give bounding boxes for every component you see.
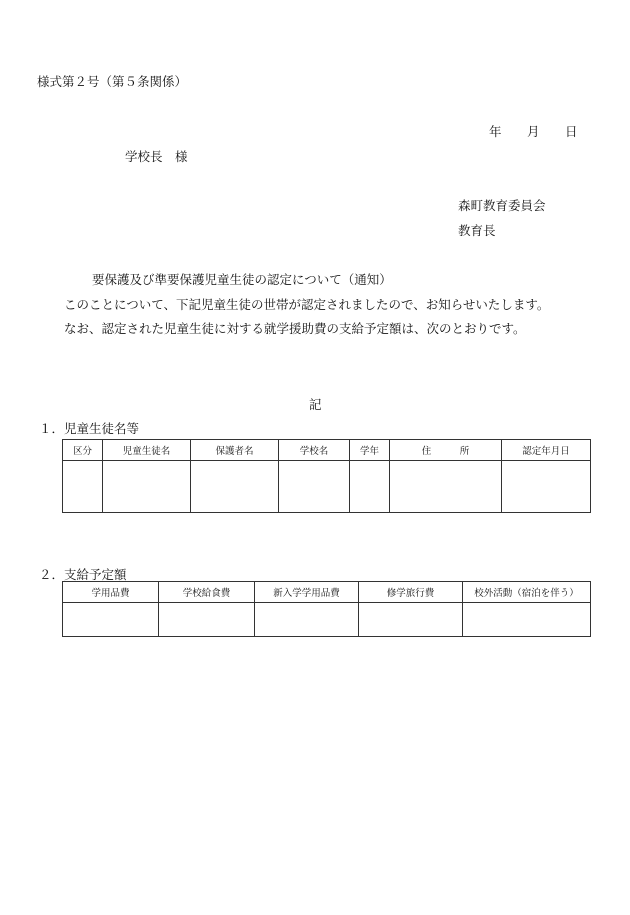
body-line-2: なお、認定された児童生徒に対する就学援助費の支給予定額は、次のとおりです。 <box>64 321 526 336</box>
table-cell[interactable] <box>390 461 502 513</box>
addressee: 学校長 様 <box>125 149 188 164</box>
table-cell[interactable] <box>63 461 103 513</box>
table-cell[interactable] <box>279 461 350 513</box>
date-day: 日 <box>565 124 578 139</box>
column-header: 修学旅行費 <box>359 582 463 603</box>
table-header-row <box>63 582 591 603</box>
column-header: 学校名 <box>279 440 350 461</box>
table-cell[interactable] <box>63 603 159 637</box>
column-header: 児童生徒名 <box>103 440 191 461</box>
column-header: 住 所 <box>390 440 502 461</box>
form-number: 様式第２号（第５条関係） <box>37 74 188 89</box>
body-line-1: このことについて、下記児童生徒の世帯が認定されましたので、お知らせいたします。 <box>64 297 550 312</box>
table-cell[interactable] <box>103 461 191 513</box>
table-cell[interactable] <box>350 461 390 513</box>
column-header: 学年 <box>350 440 390 461</box>
date-month: 月 <box>527 124 540 139</box>
column-header: 認定年月日 <box>502 440 591 461</box>
column-header: 区分 <box>63 440 103 461</box>
amounts-table <box>62 581 591 637</box>
table-cell[interactable] <box>359 603 463 637</box>
date-year: 年 <box>489 124 502 139</box>
column-header: 校外活動（宿泊を伴う） <box>463 582 591 603</box>
table-cell[interactable] <box>191 461 279 513</box>
table-cell[interactable] <box>463 603 591 637</box>
students-table <box>62 439 591 513</box>
table-row <box>63 461 591 513</box>
table-cell[interactable] <box>255 603 359 637</box>
section2-heading: ２．支給予定額 <box>39 567 127 582</box>
column-header: 学校給食費 <box>159 582 255 603</box>
table-row <box>63 603 591 637</box>
sender-title: 教育長 <box>458 223 496 238</box>
table-header-row <box>63 440 591 461</box>
column-header: 保護者名 <box>191 440 279 461</box>
subject: 要保護及び準要保護児童生徒の認定について（通知） <box>92 272 392 287</box>
column-header: 学用品費 <box>63 582 159 603</box>
table-cell[interactable] <box>159 603 255 637</box>
sender-org: 森町教育委員会 <box>458 198 546 213</box>
ki-heading: 記 <box>309 397 322 412</box>
column-header: 新入学学用品費 <box>255 582 359 603</box>
table-cell[interactable] <box>502 461 591 513</box>
section1-heading: １．児童生徒名等 <box>39 421 140 436</box>
